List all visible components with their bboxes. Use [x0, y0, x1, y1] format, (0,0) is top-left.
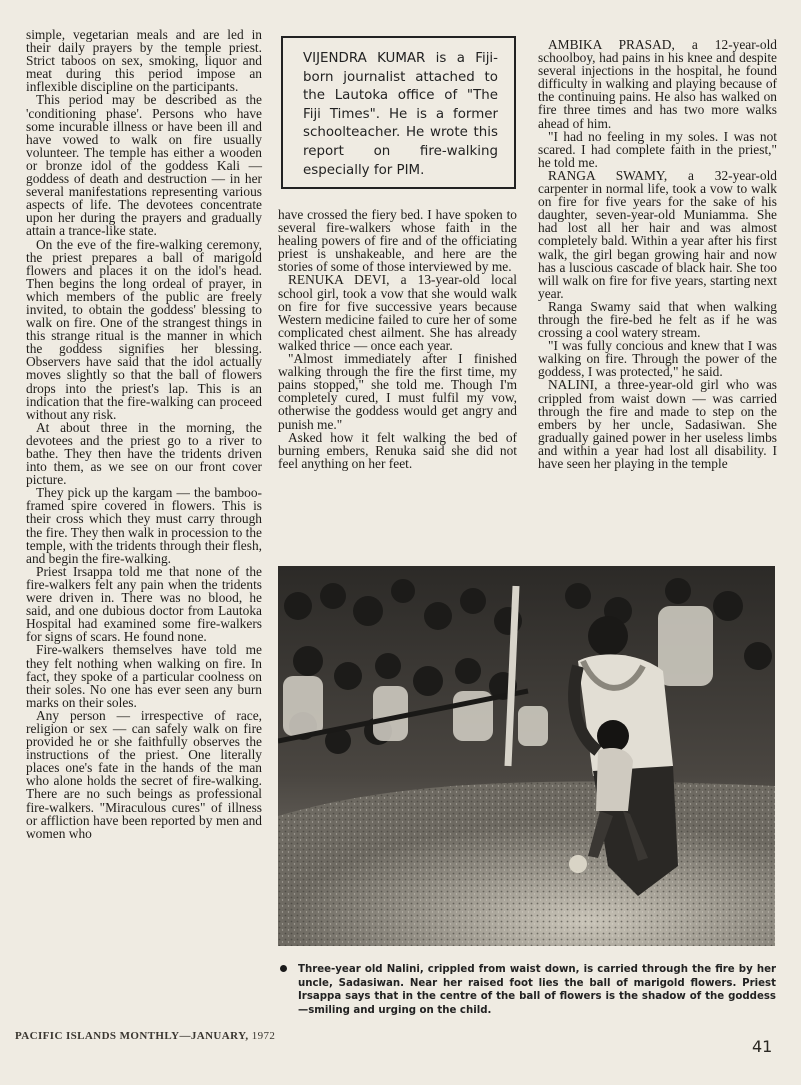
paragraph: At about three in the morning, the devotees and the priest go to a river to bathe. They then have the tridents driven into them, as we see on our front cover picture.: [26, 419, 262, 488]
paragraph: Asked how it felt walking the bed of burning embers, Renuka said she did not feel anything on her feet.: [278, 429, 517, 471]
paragraph: have crossed the fiery bed. I have spoken to several fire-walkers whose faith in the healing powers of fire and of the officiating priest is unshakeable, and here are the stories of some of those interviewed by me.: [278, 207, 517, 275]
paragraph: RANGA SWAMY, a 32-year-old carpenter in normal life, took a vow to walk on fire for five years for the sake of his daughter, seven-year-old Muniamma. She had lost all her hair and was almost completely bald. Within a year after his first walk, the girl began growing hair and now has a luscious cascade of black hair. She too will walk on fire for five years, starting next year.: [538, 167, 777, 301]
paragraph: "I was fully concious and knew that I was walking on fire. Through the power of the goddess, I was protected," he said.: [538, 338, 777, 380]
caption-bullet: [280, 965, 287, 972]
author-bio-text: VIJENDRA KUMAR is a Fiji-born journalist attached to the Lautoka office of "The Fiji Times". He is a former schoolteacher. He wrote this report on fire-walking especially for PIM.: [303, 51, 498, 178]
paragraph: Ranga Swamy said that when walking through the fire-bed he felt as if he was crossing a cool watery stream.: [538, 298, 777, 341]
photo-caption: [298, 963, 776, 1017]
paragraph: simple, vegetarian meals and are led in their daily prayers by the temple priest. Strict taboos on sex, smoking, liquor and meat during this period impose an inflexible discipline on the participants.: [26, 27, 262, 95]
paragraph: RENUKA DEVI, a 13-year-old local school girl, took a vow that she would walk on fire for five successive years because Western medicine failed to cure her of some complicated chest ailment. She has already walked thrice — once each year.: [278, 272, 517, 353]
paragraph: On the eve of the fire-walking ceremony, the priest prepares a ball of marigold flowers and places it on the idol's head. Then begins the long ordeal of prayer, in which members of the public are freely invited, to obtain the goddess' blessing to walk on fire. One of the strangest things in this strange ritual is the manner in which the goddess signifies her blessing. Observers have said that the idol actually moves slightly so that the ball of flowers drops into the priest's lap. This is an indication that the fire-walking can proceed without any risk.: [26, 236, 262, 422]
paragraph: Any person — irrespective of race, religion or sex — can safely walk on fire provided he or she faithfully observes the instructions of the priest. One literally places one's fate in the hands of the man who alone holds the secret of fire-walking. There are no such beings as professional fire-walkers. "Miraculous cures" of illness or affliction have been reported by men and women who: [26, 707, 262, 841]
fire-walking-photo: [278, 566, 775, 946]
article-column-2: [278, 208, 517, 470]
paragraph: "Almost immediately after I finished walking through the fire the first time, my pains stopped," she told me. Though I'm completely cured, I must fulfil my vow, otherwise the goddess would get angry and punish me.": [278, 351, 517, 432]
paragraph: NALINI, a three-year-old girl who was crippled from waist down — was carried through the fire and made to step on the embers by her uncle, Sadasiwan. She gradually gained power in her useless limbs and within a year had lost all disability. I have seen her playing in the temple: [538, 377, 777, 471]
page-number: 41: [752, 1037, 773, 1056]
publication-name: PACIFIC ISLANDS MONTHLY—JANUARY,: [15, 1030, 249, 1042]
article-column-1: [26, 28, 262, 840]
page-footer: [15, 1030, 275, 1042]
paragraph: Fire-walkers themselves have told me they felt nothing when walking on fire. In fact, they spoke of a particular coolness on their soles. No one has ever seen any burn marks on their soles.: [26, 642, 262, 710]
author-bio-box: [281, 36, 516, 189]
paragraph: AMBIKA PRASAD, a 12-year-old schoolboy, had pains in his knee and despite several injections in the hospital, he found difficulty in walking and playing because of the continuing pains. He also has walked on fire three times and has two more walks ahead of him.: [538, 37, 777, 131]
publication-year: 1972: [251, 1030, 276, 1042]
paragraph: Priest Irsappa told me that none of the fire-walkers felt any pain when the tridents were driven in. There was no blood, he said, and one dubious doctor from Lautoka Hospital had examined some fire-walkers for signs of scars. He found none.: [26, 563, 262, 645]
caption-text: Three-year old Nalini, crippled from waist down, is carried through the fire by her uncle, Sadasiwan. Near her raised foot lies the ball of marigold flowers. Priest Irsappa says that in the centre of the ball of flowers is the shadow of the goddess—smiling and urging on the child.: [298, 964, 776, 1016]
paragraph: They pick up the kargam — the bamboo-framed spire covered in flowers. This is their cross which they must carry through the fire. They then walk in procession to the temple, with the tridents through their flesh, and begin the fire-walking.: [26, 485, 262, 566]
paragraph: "I had no feeling in my soles. I was not scared. I had complete faith in the priest," he told me.: [538, 128, 777, 170]
paragraph: This period may be described as the 'conditioning phase'. Persons who have some incurable illness or have been ill and have vowed to walk on fire usually volunteer. The temple has either a wooden or bronze idol of the goddess Kali — goddess of death and destruction — in her several manifestations representing various aspects of life. The devotees concentrate upon her during the prayers and gradually attain a trance-like state.: [26, 92, 262, 239]
article-column-3: [538, 38, 777, 470]
